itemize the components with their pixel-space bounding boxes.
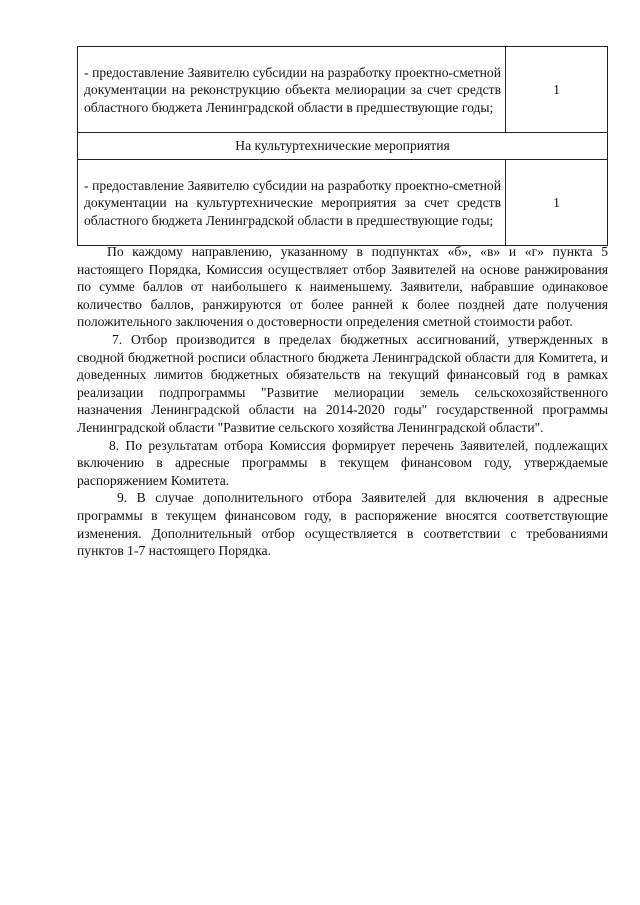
paragraph-item-7: 7. Отбор производится в пределах бюджетных ассигнований, утвержденных в сводной бюджетной росписи областного бюджета Ленинградской области для Комитета, и доведенных лимитов бюджетных обязательств на текущий финансовый год в рамках реализации подпрограммы "Развитие мелиорации земель сельскохозяйственного назначения Ленинградской области на 2014-2020 годы" государственной программы Ленинградской области "Развитие сельского хозяйства Ленинградской области". — [77, 331, 608, 435]
criteria-table — [77, 46, 608, 246]
criterion-score: 1 — [506, 47, 608, 133]
paragraph-item-8: 8. По результатам отбора Комиссия формирует перечень Заявителей, подлежащих включению в адресные программы в текущем финансовом году, утверждаемые распоряжением Комитета. — [77, 437, 608, 488]
section-title: На культуртехнические мероприятия — [78, 133, 608, 160]
criterion-score: 1 — [506, 160, 608, 246]
criterion-description: - предоставление Заявителю субсидии на разработку проектно-сметной документации на реконструкцию объекта мелиорации за счет средств областного бюджета Ленинградской области в предшествующие годы; — [78, 47, 506, 133]
table-row — [78, 47, 608, 133]
table-section-row — [78, 133, 608, 160]
table-row — [78, 160, 608, 246]
criterion-description: - предоставление Заявителю субсидии на разработку проектно-сметной документации на культуртехнические мероприятия за счет средств областного бюджета Ленинградской области в предшествующие годы; — [78, 160, 506, 246]
paragraph-item-9: 9. В случае дополнительного отбора Заявителей для включения в адресные программы в текущем финансовом году, в распоряжение вносятся соответствующие изменения. Дополнительный отбор осуществляется в соответствии с требованиями пунктов 1-7 настоящего Порядка. — [77, 490, 608, 559]
paragraph-ranking: По каждому направлению, указанному в подпунктах «б», «в» и «г» пункта 5 настоящего Порядка, Комиссия осуществляет отбор Заявителей на основе ранжирования по сумме баллов от наибольшего к наименьшему. Заявители, набравшие одинаковое количество баллов, ранжируются от более ранней к более поздней дате получения положительного заключения о достоверности определения сметной стоимости работ. — [77, 244, 608, 330]
document-body — [77, 243, 608, 560]
